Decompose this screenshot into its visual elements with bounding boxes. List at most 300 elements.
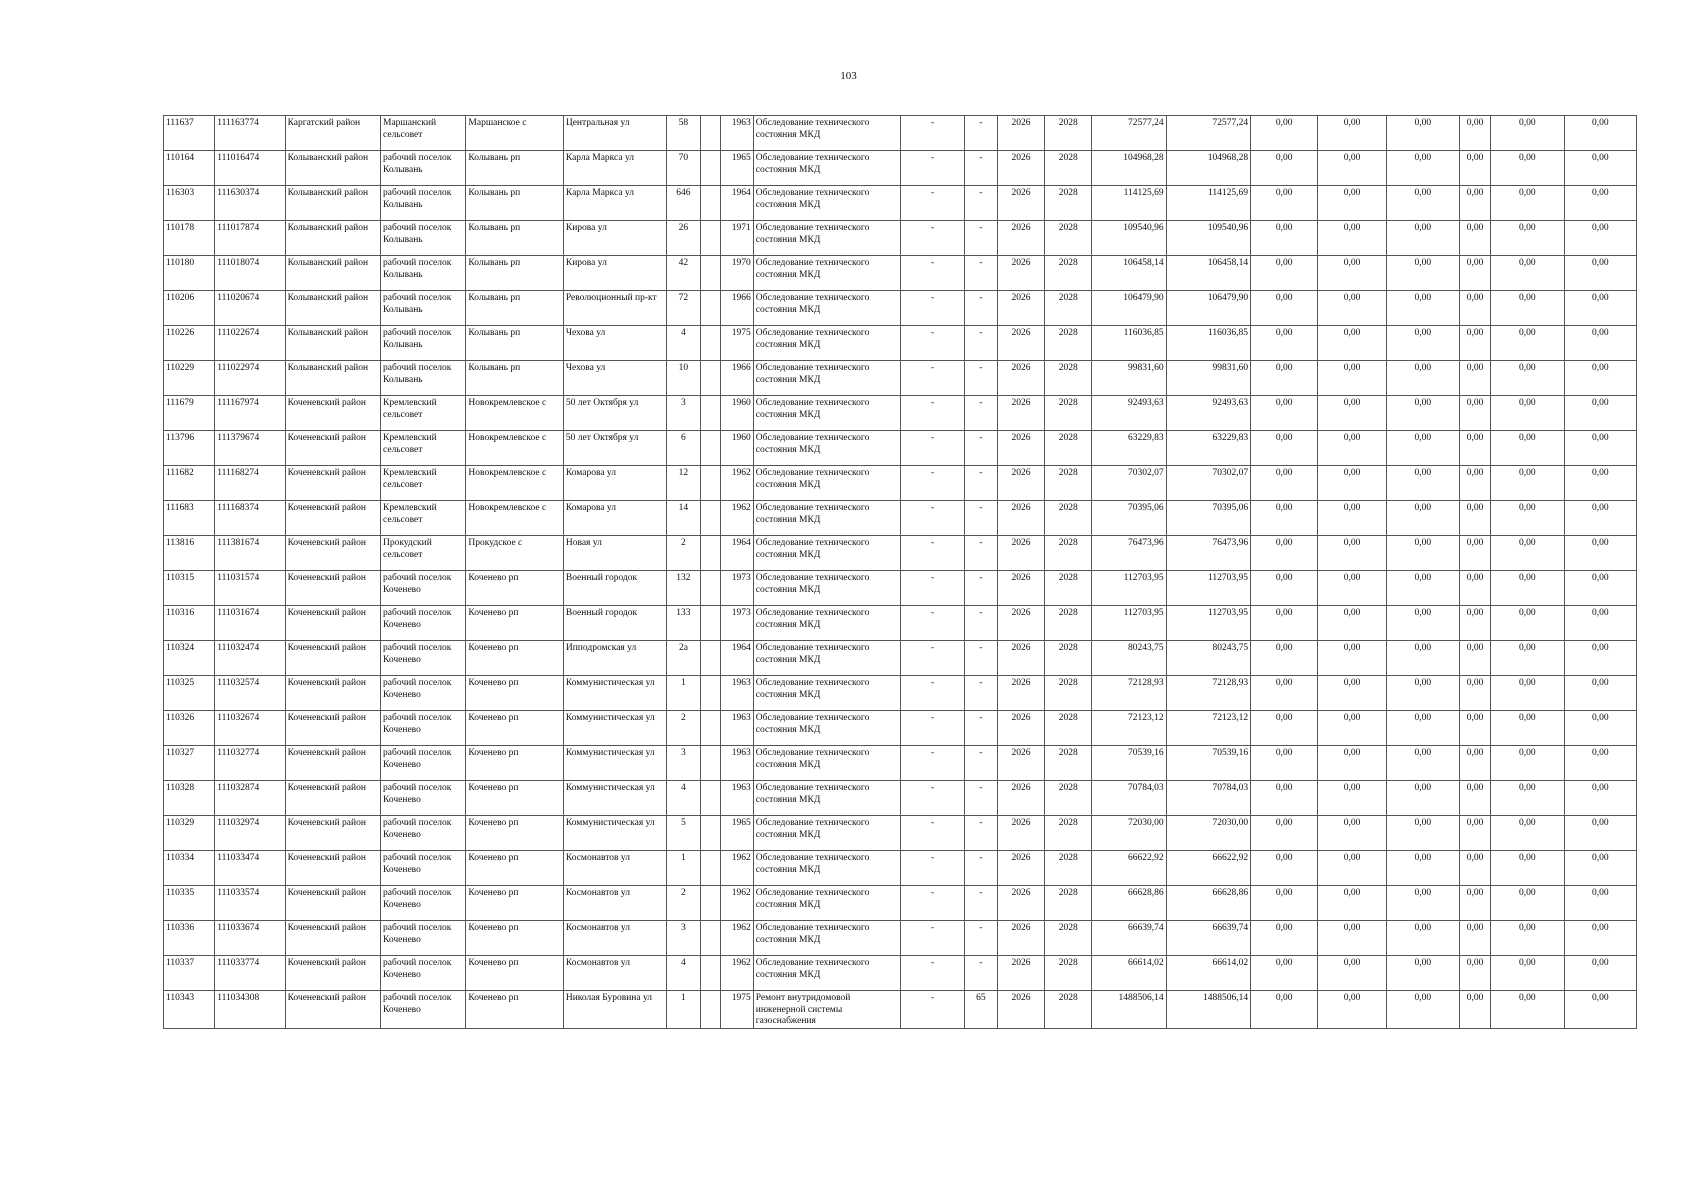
regional-cost-cell: 70784,03 [1166, 781, 1250, 816]
regional-cost-cell: 66614,02 [1166, 956, 1250, 991]
municipality-cell: рабочий поселок Колывань [381, 256, 466, 291]
street-cell: Кирова ул [563, 221, 666, 256]
indicator-cell: - [901, 221, 964, 256]
regional-cost-cell: 109540,96 [1166, 221, 1250, 256]
district-cell: Коченевский район [285, 606, 380, 641]
object-id-cell: 110329 [164, 816, 215, 851]
municipality-cell: рабочий поселок Колывань [381, 291, 466, 326]
cost-col-2-cell: 0,00 [1318, 641, 1386, 676]
table-row [164, 746, 1637, 781]
house-number-cell: 4 [667, 326, 700, 361]
district-cell: Коченевский район [285, 501, 380, 536]
indicator-cell: - [901, 781, 964, 816]
object-id-cell: 110178 [164, 221, 215, 256]
cost-col-3-cell: 0,00 [1386, 886, 1459, 921]
cost-col-6-cell: 0,00 [1564, 886, 1636, 921]
code-cell: 111168274 [215, 466, 285, 501]
year-cell: 1962 [720, 466, 753, 501]
work-type-cell: Обследование технического состояния МКД [753, 746, 901, 781]
end-year-cell: 2028 [1045, 746, 1092, 781]
object-id-cell: 113796 [164, 431, 215, 466]
house-number-cell: 3 [667, 396, 700, 431]
object-id-cell: 110226 [164, 326, 215, 361]
settlement-cell: Колывань рп [466, 326, 563, 361]
start-year-cell: 2026 [997, 746, 1044, 781]
total-cost-cell: 70302,07 [1092, 466, 1166, 501]
settlement-cell: Маршанское с [466, 116, 563, 151]
cost-col-5-cell: 0,00 [1491, 956, 1564, 991]
code-cell: 111017874 [215, 221, 285, 256]
municipality-cell: рабочий поселок Коченево [381, 571, 466, 606]
cost-col-2-cell: 0,00 [1318, 536, 1386, 571]
cost-col-2-cell: 0,00 [1318, 431, 1386, 466]
street-cell: Комарова ул [563, 501, 666, 536]
cost-col-5-cell: 0,00 [1491, 361, 1564, 396]
cost-col-5-cell: 0,00 [1491, 746, 1564, 781]
cost-col-2-cell: 0,00 [1318, 501, 1386, 536]
settlement-cell: Новокремлевское с [466, 501, 563, 536]
building-cell [700, 536, 720, 571]
table-row [164, 291, 1637, 326]
work-type-cell: Обследование технического состояния МКД [753, 781, 901, 816]
object-id-cell: 110336 [164, 921, 215, 956]
municipality-cell: рабочий поселок Коченево [381, 956, 466, 991]
table-row [164, 361, 1637, 396]
cost-col-2-cell: 0,00 [1318, 291, 1386, 326]
table-body [164, 116, 1637, 1029]
work-type-cell: Обследование технического состояния МКД [753, 956, 901, 991]
table-row [164, 991, 1637, 1029]
regional-cost-cell: 99831,60 [1166, 361, 1250, 396]
volume-cell: - [964, 326, 997, 361]
start-year-cell: 2026 [997, 641, 1044, 676]
volume-cell: - [964, 781, 997, 816]
volume-cell: 65 [964, 991, 997, 1029]
year-cell: 1965 [720, 816, 753, 851]
cost-col-2-cell: 0,00 [1318, 606, 1386, 641]
code-cell: 111031574 [215, 571, 285, 606]
settlement-cell: Коченево рп [466, 921, 563, 956]
municipality-cell: рабочий поселок Коченево [381, 816, 466, 851]
cost-col-6-cell: 0,00 [1564, 431, 1636, 466]
year-cell: 1963 [720, 116, 753, 151]
code-cell: 111167974 [215, 396, 285, 431]
cost-col-6-cell: 0,00 [1564, 221, 1636, 256]
indicator-cell: - [901, 711, 964, 746]
municipality-cell: рабочий поселок Коченево [381, 886, 466, 921]
cost-col-1-cell: 0,00 [1251, 291, 1318, 326]
table-row [164, 606, 1637, 641]
cost-col-2-cell: 0,00 [1318, 781, 1386, 816]
object-id-cell: 111683 [164, 501, 215, 536]
total-cost-cell: 112703,95 [1092, 571, 1166, 606]
settlement-cell: Коченево рп [466, 781, 563, 816]
start-year-cell: 2026 [997, 396, 1044, 431]
year-cell: 1964 [720, 536, 753, 571]
table-row [164, 256, 1637, 291]
municipality-cell: рабочий поселок Колывань [381, 186, 466, 221]
start-year-cell: 2026 [997, 816, 1044, 851]
street-cell: Космонавтов ул [563, 921, 666, 956]
table-row [164, 396, 1637, 431]
cost-col-4-cell: 0,00 [1460, 256, 1491, 291]
code-cell: 111163774 [215, 116, 285, 151]
total-cost-cell: 109540,96 [1092, 221, 1166, 256]
cost-col-2-cell: 0,00 [1318, 956, 1386, 991]
building-cell [700, 956, 720, 991]
cost-col-1-cell: 0,00 [1251, 816, 1318, 851]
regional-cost-cell: 116036,85 [1166, 326, 1250, 361]
cost-col-3-cell: 0,00 [1386, 256, 1459, 291]
district-cell: Коченевский район [285, 746, 380, 781]
indicator-cell: - [901, 151, 964, 186]
cost-col-3-cell: 0,00 [1386, 361, 1459, 396]
cost-col-5-cell: 0,00 [1491, 711, 1564, 746]
house-number-cell: 72 [667, 291, 700, 326]
cost-col-5-cell: 0,00 [1491, 151, 1564, 186]
municipality-cell: рабочий поселок Коченево [381, 676, 466, 711]
building-cell [700, 186, 720, 221]
cost-col-4-cell: 0,00 [1460, 886, 1491, 921]
cost-col-5-cell: 0,00 [1491, 326, 1564, 361]
cost-col-3-cell: 0,00 [1386, 326, 1459, 361]
start-year-cell: 2026 [997, 256, 1044, 291]
volume-cell: - [964, 186, 997, 221]
end-year-cell: 2028 [1045, 256, 1092, 291]
building-cell [700, 151, 720, 186]
settlement-cell: Колывань рп [466, 256, 563, 291]
total-cost-cell: 106479,90 [1092, 291, 1166, 326]
end-year-cell: 2028 [1045, 641, 1092, 676]
cost-col-1-cell: 0,00 [1251, 781, 1318, 816]
object-id-cell: 110180 [164, 256, 215, 291]
start-year-cell: 2026 [997, 221, 1044, 256]
work-type-cell: Обследование технического состояния МКД [753, 116, 901, 151]
settlement-cell: Колывань рп [466, 186, 563, 221]
cost-col-4-cell: 0,00 [1460, 431, 1491, 466]
building-cell [700, 886, 720, 921]
end-year-cell: 2028 [1045, 186, 1092, 221]
cost-col-1-cell: 0,00 [1251, 151, 1318, 186]
start-year-cell: 2026 [997, 116, 1044, 151]
indicator-cell: - [901, 676, 964, 711]
cost-col-1-cell: 0,00 [1251, 956, 1318, 991]
cost-col-2-cell: 0,00 [1318, 466, 1386, 501]
cost-col-5-cell: 0,00 [1491, 676, 1564, 711]
volume-cell: - [964, 676, 997, 711]
end-year-cell: 2028 [1045, 886, 1092, 921]
end-year-cell: 2028 [1045, 396, 1092, 431]
year-cell: 1966 [720, 361, 753, 396]
cost-col-4-cell: 0,00 [1460, 221, 1491, 256]
cost-col-1-cell: 0,00 [1251, 711, 1318, 746]
regional-cost-cell: 80243,75 [1166, 641, 1250, 676]
settlement-cell: Коченево рп [466, 816, 563, 851]
year-cell: 1963 [720, 746, 753, 781]
table-row [164, 536, 1637, 571]
indicator-cell: - [901, 606, 964, 641]
year-cell: 1962 [720, 921, 753, 956]
street-cell: Чехова ул [563, 361, 666, 396]
building-cell [700, 291, 720, 326]
cost-col-3-cell: 0,00 [1386, 991, 1459, 1029]
start-year-cell: 2026 [997, 956, 1044, 991]
cost-col-4-cell: 0,00 [1460, 466, 1491, 501]
cost-col-5-cell: 0,00 [1491, 921, 1564, 956]
cost-col-1-cell: 0,00 [1251, 536, 1318, 571]
year-cell: 1975 [720, 991, 753, 1029]
street-cell: Революционный пр-кт [563, 291, 666, 326]
end-year-cell: 2028 [1045, 991, 1092, 1029]
work-type-cell: Обследование технического состояния МКД [753, 396, 901, 431]
total-cost-cell: 99831,60 [1092, 361, 1166, 396]
code-cell: 111032474 [215, 641, 285, 676]
cost-col-5-cell: 0,00 [1491, 571, 1564, 606]
total-cost-cell: 112703,95 [1092, 606, 1166, 641]
cost-col-4-cell: 0,00 [1460, 781, 1491, 816]
indicator-cell: - [901, 396, 964, 431]
code-cell: 111630374 [215, 186, 285, 221]
table-row [164, 886, 1637, 921]
object-id-cell: 110229 [164, 361, 215, 396]
cost-col-2-cell: 0,00 [1318, 151, 1386, 186]
object-id-cell: 110334 [164, 851, 215, 886]
work-type-cell: Обследование технического состояния МКД [753, 816, 901, 851]
regional-cost-cell: 92493,63 [1166, 396, 1250, 431]
cost-col-6-cell: 0,00 [1564, 921, 1636, 956]
cost-col-6-cell: 0,00 [1564, 991, 1636, 1029]
cost-col-1-cell: 0,00 [1251, 116, 1318, 151]
code-cell: 111168374 [215, 501, 285, 536]
house-number-cell: 70 [667, 151, 700, 186]
cost-col-5-cell: 0,00 [1491, 641, 1564, 676]
work-type-cell: Обследование технического состояния МКД [753, 501, 901, 536]
house-number-cell: 3 [667, 746, 700, 781]
code-cell: 111033574 [215, 886, 285, 921]
cost-col-5-cell: 0,00 [1491, 991, 1564, 1029]
indicator-cell: - [901, 326, 964, 361]
cost-col-6-cell: 0,00 [1564, 326, 1636, 361]
district-cell: Коченевский район [285, 466, 380, 501]
house-number-cell: 1 [667, 676, 700, 711]
cost-col-4-cell: 0,00 [1460, 501, 1491, 536]
cost-col-5-cell: 0,00 [1491, 396, 1564, 431]
building-cell [700, 991, 720, 1029]
work-type-cell: Обследование технического состояния МКД [753, 361, 901, 396]
building-cell [700, 606, 720, 641]
work-type-cell: Обследование технического состояния МКД [753, 851, 901, 886]
district-cell: Коченевский район [285, 641, 380, 676]
year-cell: 1975 [720, 326, 753, 361]
object-id-cell: 110316 [164, 606, 215, 641]
house-number-cell: 26 [667, 221, 700, 256]
total-cost-cell: 63229,83 [1092, 431, 1166, 466]
table-row [164, 781, 1637, 816]
total-cost-cell: 72030,00 [1092, 816, 1166, 851]
code-cell: 111032974 [215, 816, 285, 851]
cost-col-5-cell: 0,00 [1491, 221, 1564, 256]
indicator-cell: - [901, 746, 964, 781]
cost-col-3-cell: 0,00 [1386, 676, 1459, 711]
cost-col-3-cell: 0,00 [1386, 921, 1459, 956]
cost-col-3-cell: 0,00 [1386, 641, 1459, 676]
start-year-cell: 2026 [997, 851, 1044, 886]
cost-col-5-cell: 0,00 [1491, 186, 1564, 221]
house-number-cell: 3 [667, 921, 700, 956]
municipality-cell: рабочий поселок Колывань [381, 326, 466, 361]
start-year-cell: 2026 [997, 501, 1044, 536]
district-cell: Коченевский район [285, 956, 380, 991]
cost-col-2-cell: 0,00 [1318, 676, 1386, 711]
indicator-cell: - [901, 501, 964, 536]
municipality-cell: Маршанский сельсовет [381, 116, 466, 151]
object-id-cell: 110324 [164, 641, 215, 676]
code-cell: 111032874 [215, 781, 285, 816]
start-year-cell: 2026 [997, 711, 1044, 746]
total-cost-cell: 116036,85 [1092, 326, 1166, 361]
street-cell: Коммунистическая ул [563, 676, 666, 711]
table-row [164, 676, 1637, 711]
house-number-cell: 14 [667, 501, 700, 536]
house-number-cell: 1 [667, 851, 700, 886]
regional-cost-cell: 66639,74 [1166, 921, 1250, 956]
cost-col-5-cell: 0,00 [1491, 431, 1564, 466]
cost-col-2-cell: 0,00 [1318, 116, 1386, 151]
year-cell: 1971 [720, 221, 753, 256]
house-number-cell: 1 [667, 991, 700, 1029]
volume-cell: - [964, 256, 997, 291]
street-cell: Новая ул [563, 536, 666, 571]
district-cell: Коченевский район [285, 676, 380, 711]
indicator-cell: - [901, 816, 964, 851]
cost-col-4-cell: 0,00 [1460, 991, 1491, 1029]
cost-col-3-cell: 0,00 [1386, 116, 1459, 151]
district-cell: Коченевский район [285, 781, 380, 816]
house-number-cell: 4 [667, 781, 700, 816]
district-cell: Колыванский район [285, 291, 380, 326]
indicator-cell: - [901, 466, 964, 501]
building-cell [700, 711, 720, 746]
house-number-cell: 58 [667, 116, 700, 151]
year-cell: 1973 [720, 606, 753, 641]
house-number-cell: 4 [667, 956, 700, 991]
indicator-cell: - [901, 116, 964, 151]
cost-col-3-cell: 0,00 [1386, 571, 1459, 606]
end-year-cell: 2028 [1045, 536, 1092, 571]
year-cell: 1962 [720, 851, 753, 886]
district-cell: Коченевский район [285, 396, 380, 431]
regional-cost-cell: 63229,83 [1166, 431, 1250, 466]
cost-col-2-cell: 0,00 [1318, 326, 1386, 361]
building-cell [700, 256, 720, 291]
cost-col-6-cell: 0,00 [1564, 641, 1636, 676]
start-year-cell: 2026 [997, 991, 1044, 1029]
cost-col-5-cell: 0,00 [1491, 606, 1564, 641]
municipality-cell: Кремлевский сельсовет [381, 396, 466, 431]
total-cost-cell: 70395,06 [1092, 501, 1166, 536]
work-type-cell: Обследование технического состояния МКД [753, 921, 901, 956]
house-number-cell: 2а [667, 641, 700, 676]
work-type-cell: Обследование технического состояния МКД [753, 431, 901, 466]
cost-col-3-cell: 0,00 [1386, 221, 1459, 256]
building-cell [700, 431, 720, 466]
cost-col-2-cell: 0,00 [1318, 361, 1386, 396]
total-cost-cell: 66614,02 [1092, 956, 1166, 991]
cost-col-2-cell: 0,00 [1318, 221, 1386, 256]
year-cell: 1964 [720, 641, 753, 676]
municipality-cell: рабочий поселок Колывань [381, 151, 466, 186]
municipality-cell: Прокудский сельсовет [381, 536, 466, 571]
cost-col-6-cell: 0,00 [1564, 711, 1636, 746]
cost-col-2-cell: 0,00 [1318, 711, 1386, 746]
total-cost-cell: 66622,92 [1092, 851, 1166, 886]
building-cell [700, 396, 720, 431]
volume-cell: - [964, 641, 997, 676]
house-number-cell: 646 [667, 186, 700, 221]
volume-cell: - [964, 816, 997, 851]
street-cell: Военный городок [563, 571, 666, 606]
regional-cost-cell: 76473,96 [1166, 536, 1250, 571]
table-row [164, 466, 1637, 501]
year-cell: 1962 [720, 501, 753, 536]
end-year-cell: 2028 [1045, 431, 1092, 466]
cost-col-4-cell: 0,00 [1460, 851, 1491, 886]
indicator-cell: - [901, 536, 964, 571]
street-cell: Карла Маркса ул [563, 186, 666, 221]
cost-col-5-cell: 0,00 [1491, 886, 1564, 921]
municipality-cell: Кремлевский сельсовет [381, 431, 466, 466]
end-year-cell: 2028 [1045, 151, 1092, 186]
code-cell: 111379674 [215, 431, 285, 466]
cost-col-4-cell: 0,00 [1460, 151, 1491, 186]
end-year-cell: 2028 [1045, 361, 1092, 396]
cost-col-5-cell: 0,00 [1491, 501, 1564, 536]
cost-col-2-cell: 0,00 [1318, 746, 1386, 781]
regional-cost-cell: 72128,93 [1166, 676, 1250, 711]
cost-col-2-cell: 0,00 [1318, 851, 1386, 886]
indicator-cell: - [901, 956, 964, 991]
object-id-cell: 110164 [164, 151, 215, 186]
total-cost-cell: 72577,24 [1092, 116, 1166, 151]
district-cell: Коченевский район [285, 851, 380, 886]
object-id-cell: 110327 [164, 746, 215, 781]
cost-col-6-cell: 0,00 [1564, 816, 1636, 851]
object-id-cell: 110326 [164, 711, 215, 746]
start-year-cell: 2026 [997, 676, 1044, 711]
cost-col-6-cell: 0,00 [1564, 151, 1636, 186]
municipality-cell: рабочий поселок Коченево [381, 641, 466, 676]
year-cell: 1965 [720, 151, 753, 186]
table-row [164, 711, 1637, 746]
volume-cell: - [964, 536, 997, 571]
table-row [164, 501, 1637, 536]
year-cell: 1964 [720, 186, 753, 221]
building-cell [700, 921, 720, 956]
cost-col-1-cell: 0,00 [1251, 886, 1318, 921]
table-row [164, 921, 1637, 956]
municipality-cell: рабочий поселок Коченево [381, 606, 466, 641]
cost-col-6-cell: 0,00 [1564, 396, 1636, 431]
code-cell: 111022674 [215, 326, 285, 361]
cost-col-4-cell: 0,00 [1460, 956, 1491, 991]
cost-col-6-cell: 0,00 [1564, 536, 1636, 571]
cost-col-5-cell: 0,00 [1491, 116, 1564, 151]
building-cell [700, 501, 720, 536]
indicator-cell: - [901, 291, 964, 326]
cost-col-6-cell: 0,00 [1564, 501, 1636, 536]
building-cell [700, 361, 720, 396]
municipality-cell: рабочий поселок Колывань [381, 221, 466, 256]
